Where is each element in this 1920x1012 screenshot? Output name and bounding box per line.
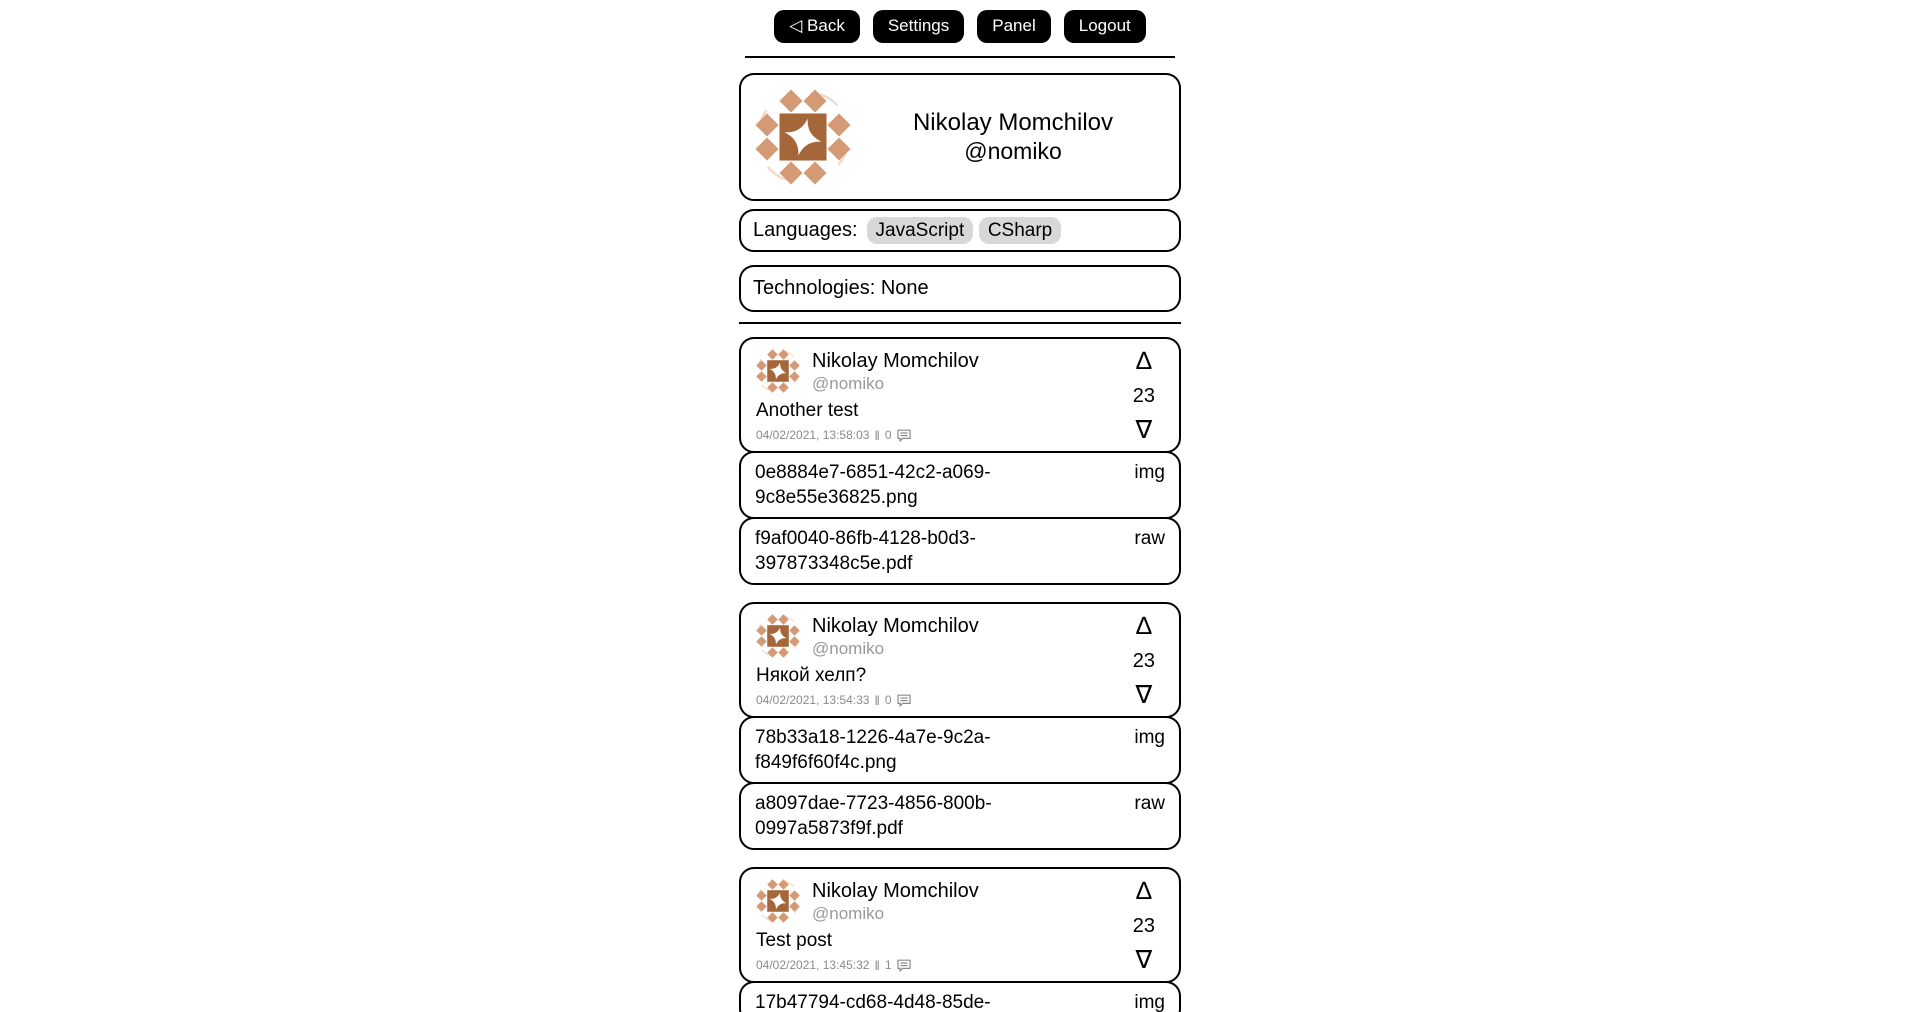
languages-label: Languages:	[753, 218, 858, 241]
profile-handle: @nomiko	[964, 138, 1062, 165]
profile-avatar	[755, 89, 851, 185]
meta-separator: ‖	[874, 957, 880, 973]
post-meta	[756, 958, 1119, 973]
comments-icon	[897, 959, 911, 972]
comments-icon	[897, 429, 911, 442]
language-tag: JavaScript	[867, 217, 974, 244]
post-avatar	[756, 614, 800, 658]
attachment-filename: 17b47794-cd68-4d48-85de-	[755, 991, 991, 1012]
post-author-row	[756, 879, 1119, 924]
upvote-button[interactable]: ∆	[1136, 876, 1152, 905]
post-card	[739, 337, 1181, 585]
languages-card	[739, 209, 1181, 252]
panel-button[interactable]: Panel	[977, 10, 1050, 43]
vote-column	[1132, 876, 1155, 974]
post-author: Nikolay Momchilov	[812, 614, 979, 637]
upvote-button[interactable]: ∆	[1136, 611, 1152, 640]
post-header[interactable]	[739, 867, 1181, 983]
settings-button[interactable]: Settings	[873, 10, 964, 43]
post-comment-count: 1	[884, 958, 892, 973]
meta-separator: ‖	[874, 692, 880, 708]
meta-separator: ‖	[874, 427, 880, 443]
identicon-icon	[755, 89, 851, 185]
logout-button[interactable]: Logout	[1064, 10, 1146, 43]
posts-divider	[739, 322, 1181, 324]
attachment-filename: a8097dae-7723-4856-800b-0997a5873f9f.pdf	[755, 792, 992, 839]
post-card	[739, 602, 1181, 850]
downvote-button[interactable]: ∇	[1135, 680, 1153, 709]
post-timestamp: 04/02/2021, 13:45:32	[756, 958, 870, 973]
technologies-card	[739, 265, 1181, 312]
attachment-type-badge: img	[1134, 991, 1165, 1012]
vote-count: 23	[1132, 914, 1155, 937]
attachments-list	[739, 716, 1181, 850]
identicon-icon	[756, 349, 800, 393]
post-timestamp: 04/02/2021, 13:58:03	[756, 428, 870, 443]
technologies-label: Technologies: None	[753, 276, 929, 299]
content-column	[739, 0, 1181, 1012]
upvote-button[interactable]: ∆	[1136, 346, 1152, 375]
back-button[interactable]: ◁ Back	[774, 10, 860, 43]
attachment-row[interactable]	[739, 782, 1181, 850]
identicon-icon	[756, 614, 800, 658]
post-handle: @nomiko	[812, 373, 885, 393]
attachment-type-badge: raw	[1134, 527, 1165, 549]
post-author-row	[756, 349, 1119, 394]
profile-names	[861, 108, 1165, 165]
attachment-type-badge: img	[1134, 461, 1165, 483]
post-header[interactable]	[739, 337, 1181, 453]
attachment-row[interactable]	[739, 517, 1181, 585]
post-avatar	[756, 349, 800, 393]
post-handle: @nomiko	[812, 638, 885, 658]
post-timestamp: 04/02/2021, 13:54:33	[756, 693, 870, 708]
vote-column	[1132, 611, 1155, 709]
attachment-row[interactable]	[739, 451, 1181, 519]
post-handle: @nomiko	[812, 903, 885, 923]
post-author: Nikolay Momchilov	[812, 879, 979, 902]
top-nav	[739, 0, 1181, 43]
vote-count: 23	[1132, 384, 1155, 407]
vote-count: 23	[1132, 649, 1155, 672]
post-avatar	[756, 879, 800, 923]
post-author-names	[812, 349, 979, 394]
attachments-list	[739, 451, 1181, 585]
downvote-button[interactable]: ∇	[1135, 415, 1153, 444]
post-title: Някой хелп?	[756, 664, 867, 686]
post-title: Another test	[756, 399, 859, 421]
comments-icon	[897, 694, 911, 707]
attachment-row[interactable]	[739, 981, 1181, 1012]
language-tag: CSharp	[979, 217, 1061, 244]
profile-card	[739, 73, 1181, 201]
post-title: Test post	[756, 929, 833, 951]
post-comment-count: 0	[884, 693, 892, 708]
language-tags	[867, 219, 1062, 242]
post-author: Nikolay Momchilov	[812, 349, 979, 372]
attachment-filename: 78b33a18-1226-4a7e-9c2a-f849f6f60f4c.png	[755, 726, 991, 773]
identicon-icon	[756, 879, 800, 923]
downvote-button[interactable]: ∇	[1135, 945, 1153, 974]
vote-column	[1132, 346, 1155, 444]
profile-name: Nikolay Momchilov	[912, 109, 1114, 137]
post-card	[739, 867, 1181, 1012]
attachments-list	[739, 981, 1181, 1012]
attachment-filename: f9af0040-86fb-4128-b0d3-397873348c5e.pdf	[755, 527, 976, 574]
post-header[interactable]	[739, 602, 1181, 718]
nav-divider	[745, 56, 1175, 58]
attachment-type-badge: img	[1134, 726, 1165, 748]
post-comment-count: 0	[884, 428, 892, 443]
post-meta	[756, 693, 1119, 708]
post-author-names	[812, 614, 979, 659]
attachment-type-badge: raw	[1134, 792, 1165, 814]
post-meta	[756, 428, 1119, 443]
post-author-names	[812, 879, 979, 924]
post-author-row	[756, 614, 1119, 659]
attachment-row[interactable]	[739, 716, 1181, 784]
attachment-filename: 0e8884e7-6851-42c2-a069-9c8e55e36825.png	[755, 461, 991, 508]
posts-list	[739, 337, 1181, 1012]
